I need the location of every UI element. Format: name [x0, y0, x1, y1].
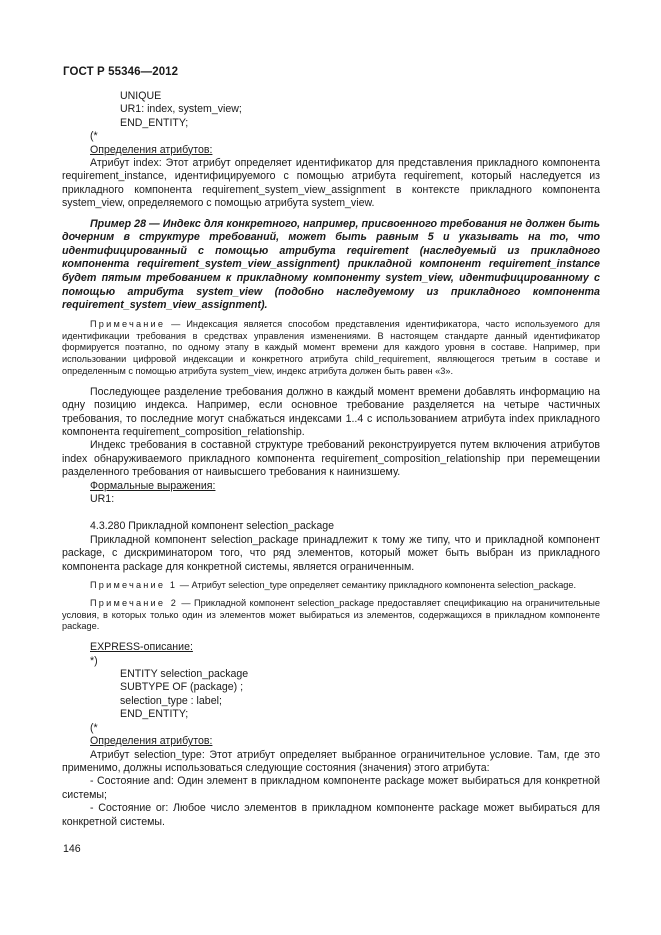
code-end-entity: END_ENTITY;: [120, 116, 189, 129]
note-label: Примечание 1: [90, 580, 178, 591]
section-title: 4.3.280 Прикладной компонент selection_package: [90, 520, 335, 533]
attr-defs-heading: Определения атрибутов:: [90, 143, 213, 156]
note-indexing: [62, 319, 600, 378]
attr-selection-type: Атрибут selection_type: Этот атрибут определяет выбранное ограничительное условие. Там, где это применимо, должны использоваться следующие состояния (значения) этого атрибута:: [62, 748, 600, 774]
comment-open: (*: [90, 130, 98, 143]
code-ur1: UR1: index, system_view;: [120, 103, 242, 116]
page-number: 146: [63, 843, 81, 855]
express-attr: selection_type : label;: [120, 694, 222, 707]
note-text: — Индексация является способом представления идентификатора, часто используемого для идентификации требования в средствах управления изменениями. В настоящем стандарте данный идентификатор формируется поэтапно, по одному этапу в каждый момент времени для каждого уровня в составе. Например, при использовании цифровой индексации и конкретного атрибута child_requirement, являющегося третьим в составе и определенным с помощью атрибута system_view, индекс атрибута должен быть равен «3».: [62, 318, 600, 376]
note-label: Примечание: [90, 318, 166, 329]
note-selection-1: [62, 580, 600, 592]
express-heading: EXPRESS-описание:: [90, 641, 193, 654]
example-28: Пример 28 — Индекс для конкретного, например, присвоенного требования не должен быть дочерним в структуре требований, может быть равным 5 и указывать на то, что идентифицированный с помощью атрибута requirement (наследуемый из прикладного компонента requirement_system_view_assignment) прикладной компонент requirement_instance будет пятым требованием к прикладному компоненту system_view, идентифицированному с помощью атрибута system_view (подобно наследуемому из прикладного компонента requirement_system_view_assignment).: [62, 217, 600, 312]
express-end: END_ENTITY;: [120, 708, 189, 721]
para-subsequent-division: Последующее разделение требования должно в каждый момент времени добавлять информацию на одну позицию индекса. Например, если основное требование разделяется на четыре частичных требования, то последние могут снабжаться индексами 1..4 с использованием атрибута index прикладного компонента requirement_composition_relationship.: [62, 385, 600, 439]
code-unique: UNIQUE: [120, 90, 162, 102]
express-comment-open: (*: [90, 721, 98, 734]
state-and: - Состояние and: Один элемент в прикладном компоненте package может выбираться для конкретной системы;: [62, 775, 600, 801]
note-text: — Прикладной компонент selection_package предоставляет спецификацию на ограничительные условия, в которых только один из элементов может выбираться из элементов, содержащихся в прикладном компоненте package.: [62, 597, 600, 632]
note-label: Примечание 2: [90, 597, 179, 608]
note-selection-2: [62, 598, 600, 633]
page-content: [62, 90, 600, 829]
formal-expressions-heading: Формальные выражения:: [90, 479, 216, 492]
attr-index-paragraph: Атрибут index: Этот атрибут определяет идентификатор для представления прикладного компонента requirement_instance, идентифицируемого с помощью атрибута requirement, который наследуется из прикладного компонента requirement_system_view_assignment в контексте прикладного компонента system_view, определяемого с помощью атрибута system_view.: [62, 157, 600, 210]
state-or: - Состояние or: Любое число элементов в прикладном компоненте package может выбираться для конкретной системы.: [62, 802, 600, 828]
attr-defs-heading-2: Определения атрибутов:: [90, 735, 213, 748]
para-composite-structure: Индекс требования в составной структуре требований реконструируется путем включения атрибутов index обнаруживаемого прикладного компонента requirement_composition_relationship при перемещении разделенного требования от наивысшего требования к наинизшему.: [62, 439, 600, 479]
standard-header: ГОСТ Р 55346—2012: [63, 66, 179, 78]
formal-ur1: UR1:: [90, 493, 115, 506]
express-entity: ENTITY selection_package: [120, 668, 249, 681]
express-subtype: SUBTYPE OF (package) ;: [120, 681, 244, 694]
note-text: — Атрибут selection_type определяет семантику прикладного компонента selection_package.: [177, 580, 577, 591]
express-open: *): [90, 654, 98, 667]
section-intro: Прикладной компонент selection_package принадлежит к тому же типу, что и прикладной компонент package, с дискриминатором того, что ряд элементов, который может быть выбран из прикладного компонента package для конкретной системы, является ограниченным.: [62, 533, 600, 573]
